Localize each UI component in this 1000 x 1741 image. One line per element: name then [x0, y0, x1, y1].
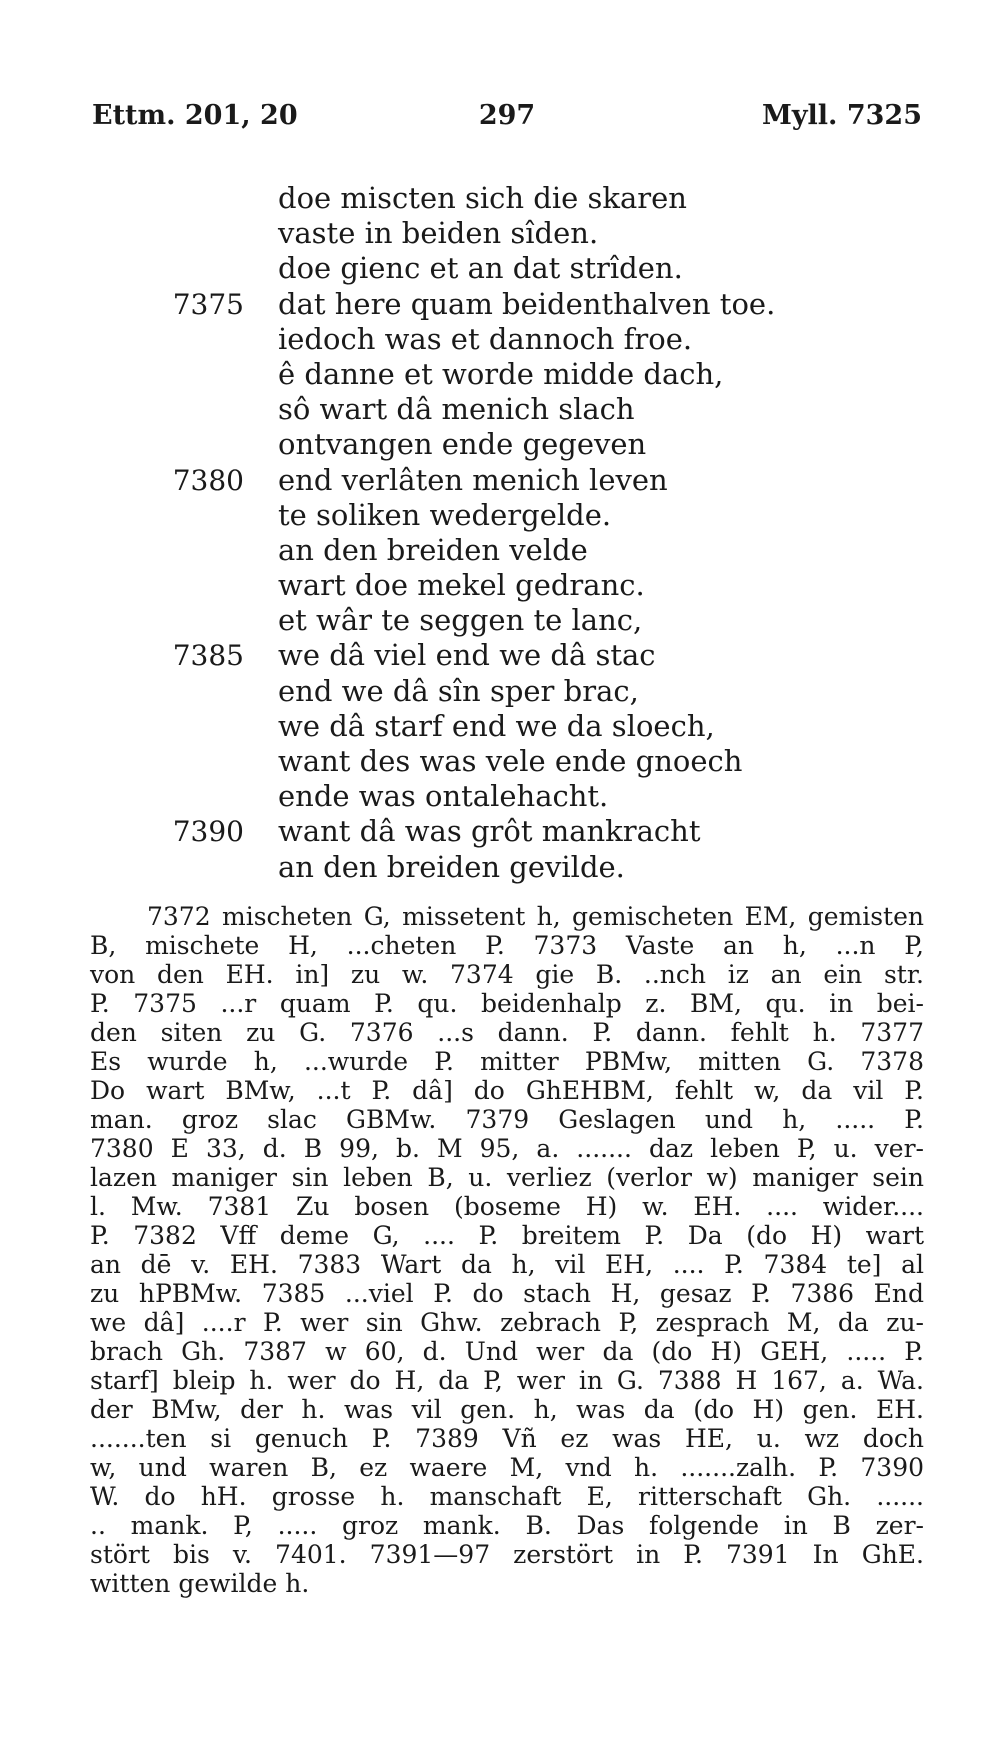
verse-line: [0, 322, 1000, 357]
verse-line-text: ende was ontalehacht.: [278, 779, 609, 814]
verse-line: [0, 251, 1000, 286]
verse-line: [0, 287, 1000, 322]
verse-line: [0, 427, 1000, 462]
apparatus-line: we dâ] ....r P. wer sin Ghw. zebrach P, zesprach M, da zu-: [90, 1308, 924, 1337]
apparatus-line: 7372 mischeten G, missetent h, gemischeten EM, gemisten: [147, 902, 924, 931]
header-left-reference: Ettm. 201, 20: [92, 100, 298, 131]
apparatus-line: 7380 E 33, d. B 99, b. M 95, a. ....... daz leben P, u. ver-: [90, 1134, 924, 1163]
verse-line: [0, 181, 1000, 216]
verse-line-text: want dâ was grôt mankracht: [278, 814, 701, 849]
verse-line-text: doe miscten sich die skaren: [278, 181, 687, 215]
apparatus-line: .......ten si genuch P. 7389 Vñ ez was HE, u. wz doch: [90, 1424, 924, 1453]
apparatus-line: Es wurde h, ...wurde P. mitter PBMw, mitten G. 7378: [90, 1047, 924, 1076]
verse-text: [0, 181, 1000, 885]
verse-line-text: end verlâten menich leven: [278, 462, 668, 497]
apparatus-line: B, mischete H, ...cheten P. 7373 Vaste an h, ...n P,: [90, 931, 924, 960]
line-number: 7375: [172, 287, 244, 321]
verse-line: [0, 850, 1000, 885]
verse-line: [0, 392, 1000, 427]
verse-line-text: an den breiden velde: [278, 532, 588, 567]
header-right-reference: Myll. 7325: [761, 100, 922, 131]
verse-line: [0, 674, 1000, 709]
apparatus-line: brach Gh. 7387 w 60, d. Und wer da (do H) GEH, ..... P.: [90, 1337, 924, 1366]
apparatus-line: P. 7382 Vff deme G, .... P. breitem P. Da (do H) wart: [90, 1221, 924, 1250]
verse-line-text: vaste in beiden sîden.: [278, 216, 599, 251]
verse-line-text: we dâ starf end we da sloech,: [278, 708, 715, 743]
line-number: 7380: [172, 463, 244, 497]
verse-line: [0, 568, 1000, 603]
verse-line: [0, 533, 1000, 568]
verse-line-text: an den breiden gevilde.: [278, 849, 625, 884]
apparatus-line: l. Mw. 7381 Zu bosen (boseme H) w. EH. .... wider....: [90, 1192, 924, 1221]
verse-line-text: iedoch was et dannoch froe.: [278, 321, 693, 356]
verse-line: [0, 814, 1000, 849]
apparatus-line: W. do hH. grosse h. manschaft E, ritterschaft Gh. ......: [90, 1482, 924, 1511]
apparatus-line: w, und waren B, ez waere M, vnd h. .......zalh. P. 7390: [90, 1453, 924, 1482]
apparatus-line: der BMw, der h. was vil gen. h, was da (do H) gen. EH.: [90, 1395, 924, 1424]
verse-line: [0, 744, 1000, 779]
verse-line: [0, 779, 1000, 814]
verse-line: [0, 463, 1000, 498]
apparatus-line: zu hPBMw. 7385 ...viel P. do stach H, gesaz P. 7386 End: [90, 1279, 924, 1308]
page-number: 297: [478, 100, 536, 131]
verse-line: [0, 709, 1000, 744]
verse-line: [0, 357, 1000, 392]
verse-line-text: ontvangen ende gegeven: [278, 427, 647, 462]
verse-line-text: doe gienc et an dat strîden.: [278, 251, 683, 286]
verse-line: [0, 603, 1000, 638]
apparatus-line: Do wart BMw, ...t P. dâ] do GhEHBM, fehlt w, da vil P.: [90, 1076, 924, 1105]
verse-line: [0, 638, 1000, 673]
apparatus-line: starf] bleip h. wer do H, da P, wer in G. 7388 H 167, a. Wa.: [90, 1366, 924, 1395]
verse-line-text: sô wart dâ menich slach: [278, 392, 635, 427]
verse-line-text: ê danne et worde midde dach,: [278, 356, 724, 391]
apparatus-line: an dē v. EH. 7383 Wart da h, vil EH, .... P. 7384 te] al: [90, 1250, 924, 1279]
critical-apparatus: [90, 902, 924, 1598]
apparatus-line: stört bis v. 7401. 7391—97 zerstört in P. 7391 In GhE.: [90, 1540, 924, 1569]
apparatus-line: man. groz slac GBMw. 7379 Geslagen und h, ..... P.: [90, 1105, 924, 1134]
verse-line-text: dat here quam beidenthalven toe.: [278, 286, 776, 321]
apparatus-line: von den EH. in] zu w. 7374 gie B. ..nch iz an ein str.: [90, 960, 924, 989]
verse-line-text: we dâ viel end we dâ stac: [278, 638, 656, 673]
line-number: 7390: [172, 815, 244, 849]
apparatus-line: lazen maniger sin leben B, u. verliez (verlor w) maniger sein: [90, 1163, 924, 1192]
verse-line-text: want des was vele ende gnoech: [278, 744, 743, 778]
apparatus-line: den siten zu G. 7376 ...s dann. P. dann. fehlt h. 7377: [90, 1018, 924, 1047]
running-header: [92, 100, 922, 140]
apparatus-line: witten gewilde h.: [90, 1569, 310, 1598]
verse-line: [0, 498, 1000, 533]
verse-line-text: end we dâ sîn sper brac,: [278, 673, 639, 708]
verse-line-text: et wâr te seggen te lanc,: [278, 603, 643, 638]
verse-line: [0, 216, 1000, 251]
verse-line-text: wart doe mekel gedranc.: [278, 568, 645, 603]
line-number: 7385: [172, 639, 244, 673]
apparatus-line: P. 7375 ...r quam P. qu. beidenhalp z. BM, qu. in bei-: [90, 989, 924, 1018]
verse-line-text: te soliken wedergelde.: [278, 497, 612, 532]
apparatus-line: .. mank. P, ..... groz mank. B. Das folgende in B zer-: [90, 1511, 924, 1540]
